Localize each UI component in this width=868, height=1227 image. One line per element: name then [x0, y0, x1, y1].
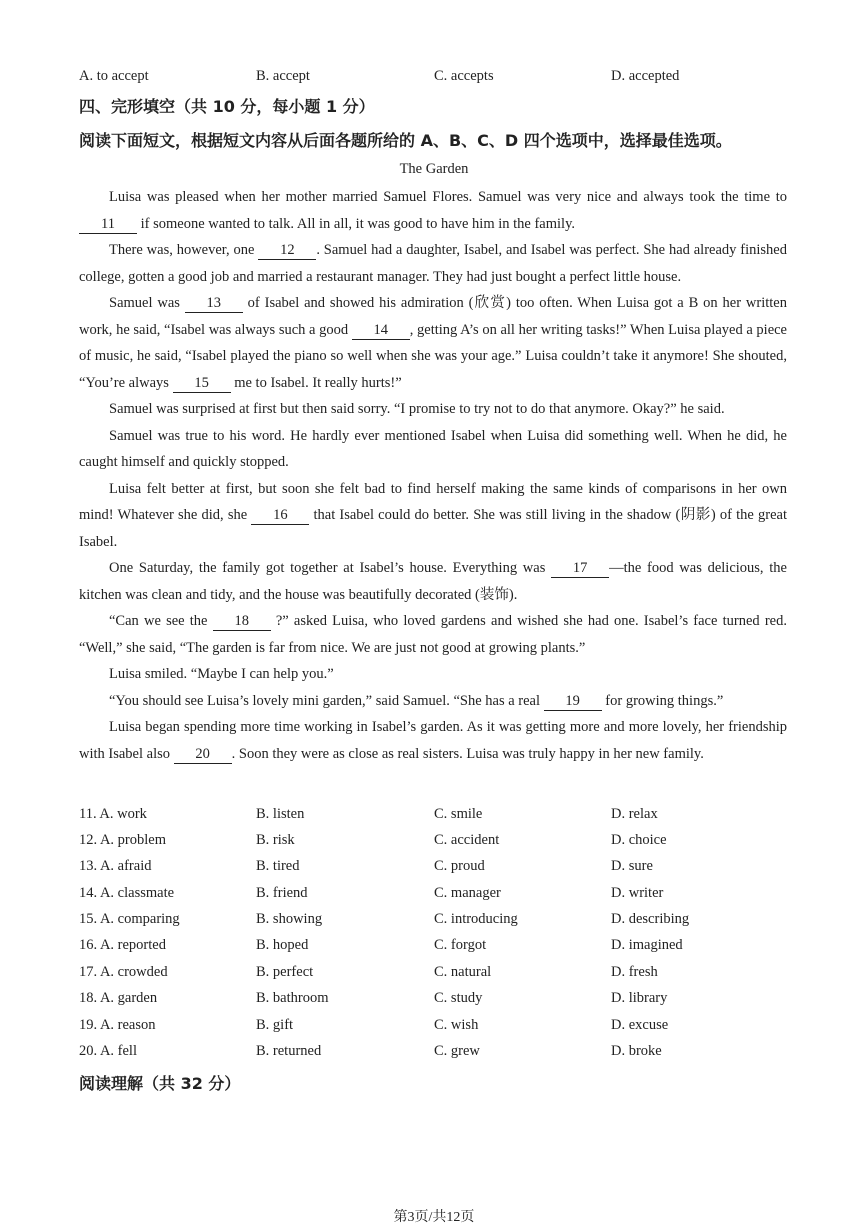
option-c: C. proud — [434, 858, 485, 874]
option-d: D. excuse — [611, 1017, 669, 1033]
option-b: B. gift — [256, 1017, 294, 1033]
option-b: B. hoped — [256, 937, 309, 953]
passage — [79, 184, 787, 767]
option-a: 12. A. problem — [79, 832, 166, 848]
option-d: D. writer — [611, 885, 664, 901]
paragraph: Samuel was true to his word. He hardly ever mentioned Isabel when Luisa did something well. When he did, he caught himself and quickly stopped. — [79, 427, 787, 470]
paragraph: Luisa smiled. “Maybe I can help you.” — [109, 666, 334, 682]
question-row — [79, 830, 799, 850]
paragraph: Luisa was pleased when her mother married Samuel Flores. Samuel was very nice and always took the time to 11 if someone wanted to talk. All in all, it was good to have him in the family. — [79, 184, 787, 237]
blank-20: 20 — [174, 746, 232, 764]
previous-question-options — [79, 66, 799, 86]
option-b: B. accept — [256, 68, 310, 84]
option-a: 20. A. fell — [79, 1043, 137, 1059]
option-b: B. risk — [256, 832, 295, 848]
option-a: A. to accept — [79, 68, 149, 84]
paragraph: One Saturday, the family got together at Isabel’s house. Everything was 17 —the food was delicious, the kitchen was clean and tidy, and the house was beautifully decorated (装饰). — [79, 560, 787, 603]
option-b: B. bathroom — [256, 990, 329, 1006]
question-row — [79, 804, 799, 824]
option-a: 18. A. garden — [79, 990, 158, 1006]
option-d: D. fresh — [611, 964, 658, 980]
option-b: B. friend — [256, 885, 308, 901]
question-row — [79, 856, 799, 876]
question-row — [79, 935, 799, 955]
option-b: B. showing — [256, 911, 323, 927]
instruction: 阅读下面短文，根据短文内容从后面各题所给的 A、B、C、D 四个选项中，选择最佳选项。 — [79, 131, 732, 150]
option-b: B. returned — [256, 1043, 322, 1059]
option-a: 19. A. reason — [79, 1017, 156, 1033]
option-d: D. imagined — [611, 937, 683, 953]
option-d: D. library — [611, 990, 668, 1006]
paragraph: Luisa began spending more time working in Isabel’s garden. As it was getting more and more lovely, her friendship with Isabel also 20 . Soon they were as close as real sisters. Luisa was truly happy in her new family. — [79, 719, 787, 762]
option-c: C. grew — [434, 1043, 480, 1059]
blank-16: 16 — [251, 507, 309, 525]
question-row — [79, 1041, 799, 1061]
option-b: B. listen — [256, 806, 305, 822]
question-row — [79, 962, 799, 982]
option-c: C. accepts — [434, 68, 494, 84]
option-d: D. sure — [611, 858, 653, 874]
question-row — [79, 1015, 799, 1035]
blank-18: 18 — [213, 613, 271, 631]
option-a: 11. A. work — [79, 806, 147, 822]
option-b: B. perfect — [256, 964, 314, 980]
page-footer: 第3页/共12页 — [393, 1210, 475, 1225]
option-d: D. accepted — [611, 68, 680, 84]
option-c: C. wish — [434, 1017, 479, 1033]
blank-11: 11 — [79, 216, 137, 234]
option-d: D. broke — [611, 1043, 662, 1059]
blank-12: 12 — [258, 242, 316, 260]
option-b: B. tired — [256, 858, 300, 874]
blank-17: 17 — [551, 560, 609, 578]
option-a: 14. A. classmate — [79, 885, 175, 901]
option-c: C. forgot — [434, 937, 487, 953]
option-c: C. introducing — [434, 911, 518, 927]
section-heading: 四、完形填空（共 10 分，每小题 1 分） — [79, 97, 375, 116]
option-d: D. choice — [611, 832, 667, 848]
blank-13: 13 — [185, 295, 243, 313]
paragraph: “You should see Luisa’s lovely mini garden,” said Samuel. “She has a real 19 for growing things.” — [109, 692, 724, 709]
question-row — [79, 909, 799, 929]
question-row — [79, 883, 799, 903]
option-c: C. smile — [434, 806, 483, 822]
paragraph: Samuel was surprised at first but then said sorry. “I promise to try not to do that anymore. Okay?” he said. — [109, 401, 725, 417]
blank-19: 19 — [544, 693, 602, 711]
option-c: C. manager — [434, 885, 501, 901]
passage-title: The Garden — [399, 161, 469, 177]
next-section-heading: 阅读理解（共 32 分） — [79, 1074, 241, 1093]
option-a: 16. A. reported — [79, 937, 166, 953]
blank-14: 14 — [352, 322, 410, 340]
paragraph: Samuel was 13 of Isabel and showed his admiration (欣赏) too often. When Luisa got a B on her written work, he said, “Isabel was always such a good 14 , getting A’s on all her writing tasks!” When Luisa played a piece of music, he said, “Isabel played the piano so well when she was your age.” Luisa couldn’t take it anymore! She shouted, “You’re always 15 me to Isabel. It really hurts!” — [79, 295, 787, 391]
option-a: 13. A. afraid — [79, 858, 152, 874]
option-a: 15. A. comparing — [79, 911, 180, 927]
paragraph: “Can we see the 18 ?” asked Luisa, who loved gardens and wished she had one. Isabel’s face turned red. “Well,” she said, “The garden is far from nice. We are just not good at growing plants.” — [79, 613, 787, 656]
option-d: D. describing — [611, 911, 690, 927]
option-d: D. relax — [611, 806, 658, 822]
option-c: C. accident — [434, 832, 500, 848]
option-a: 17. A. crowded — [79, 964, 168, 980]
option-c: C. study — [434, 990, 483, 1006]
paragraph: There was, however, one 12 . Samuel had a daughter, Isabel, and Isabel was perfect. She had already finished college, gotten a good job and married a restaurant manager. They had just bought a perfect little house. — [79, 242, 787, 285]
blank-15: 15 — [173, 375, 231, 393]
option-c: C. natural — [434, 964, 492, 980]
paragraph: Luisa felt better at first, but soon she felt bad to find herself making the same kinds of comparisons in her own mind! Whatever she did, she 16 that Isabel could do better. She was still living in the shadow (阴影) of the great Isabel. — [79, 480, 787, 550]
question-row — [79, 988, 799, 1008]
